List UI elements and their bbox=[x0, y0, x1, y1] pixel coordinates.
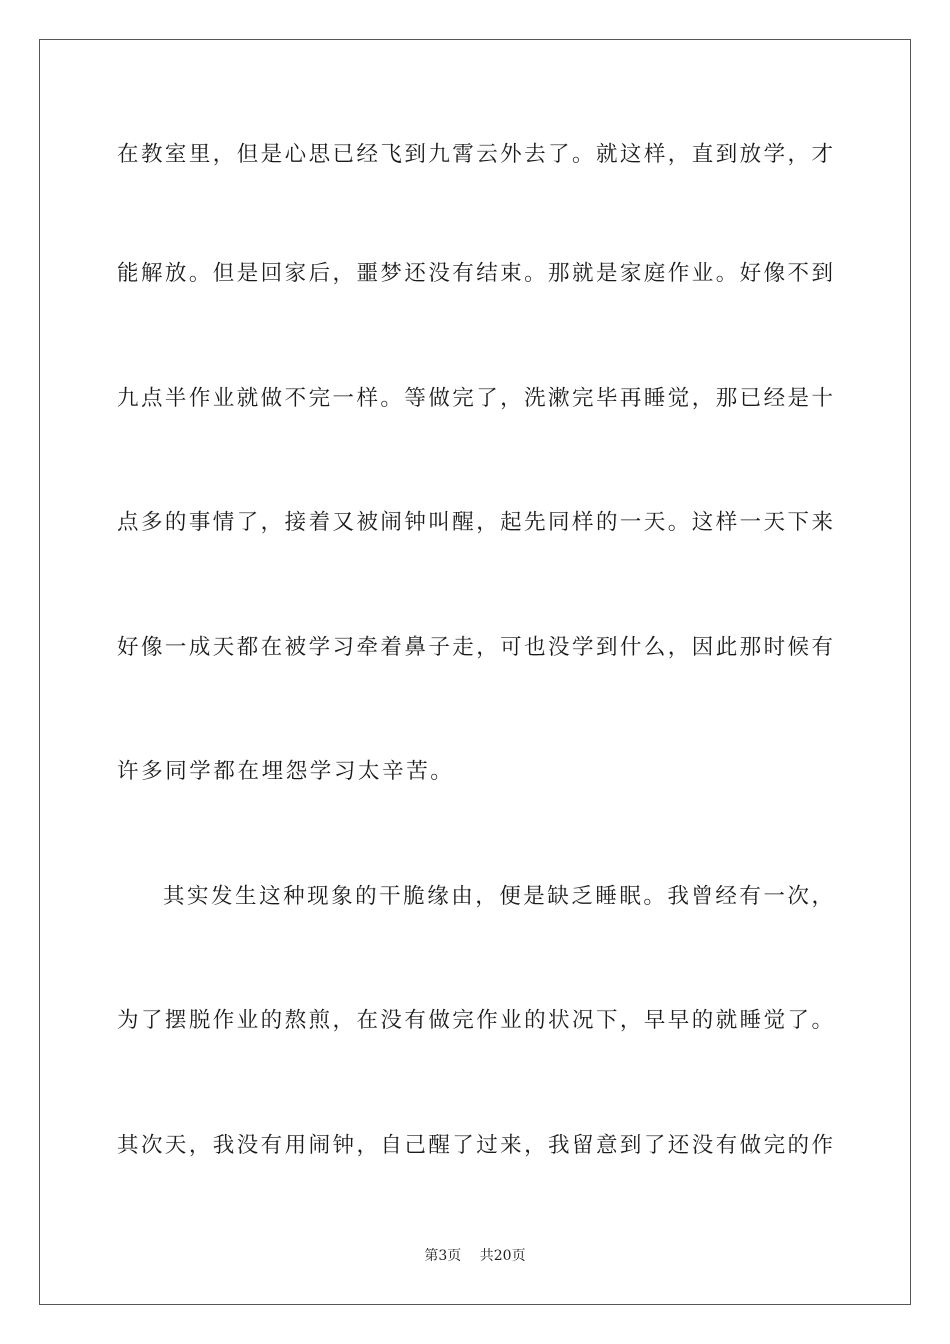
paragraph-line-3: 九点半作业就做不完一样。等做完了，洗漱完毕再睡觉，那已经是十 bbox=[117, 386, 833, 411]
paragraph-line-5: 好像一成天都在被学习牵着鼻子走，可也没学到什么，因此那时候有 bbox=[117, 635, 833, 660]
page-footer bbox=[0, 1246, 950, 1266]
page-border bbox=[39, 39, 911, 1305]
paragraph-line-1: 在教室里，但是心思已经飞到九霄云外去了。就这样，直到放学，才 bbox=[117, 142, 833, 167]
page-number: 第3页 bbox=[424, 1248, 462, 1264]
paragraph-line-2: 能解放。但是回家后，噩梦还没有结束。那就是家庭作业。好像不到 bbox=[117, 261, 833, 286]
paragraph-line-4: 点多的事情了，接着又被闹钟叫醒，起先同样的一天。这样一天下来 bbox=[117, 510, 833, 535]
paragraph-line-8: 为了摆脱作业的熬煎，在没有做完作业的状况下，早早的就睡觉了。 bbox=[117, 1008, 833, 1033]
paragraph-line-9: 其次天，我没有用闹钟，自己醒了过来，我留意到了还没有做完的作 bbox=[117, 1133, 833, 1158]
total-pages: 共20页 bbox=[479, 1248, 526, 1264]
paragraph-line-7: 其实发生这种现象的干脆缘由，便是缺乏睡眠。我曾经有一次， bbox=[163, 884, 833, 909]
paragraph-line-6: 许多同学都在埋怨学习太辛苦。 bbox=[117, 759, 455, 784]
